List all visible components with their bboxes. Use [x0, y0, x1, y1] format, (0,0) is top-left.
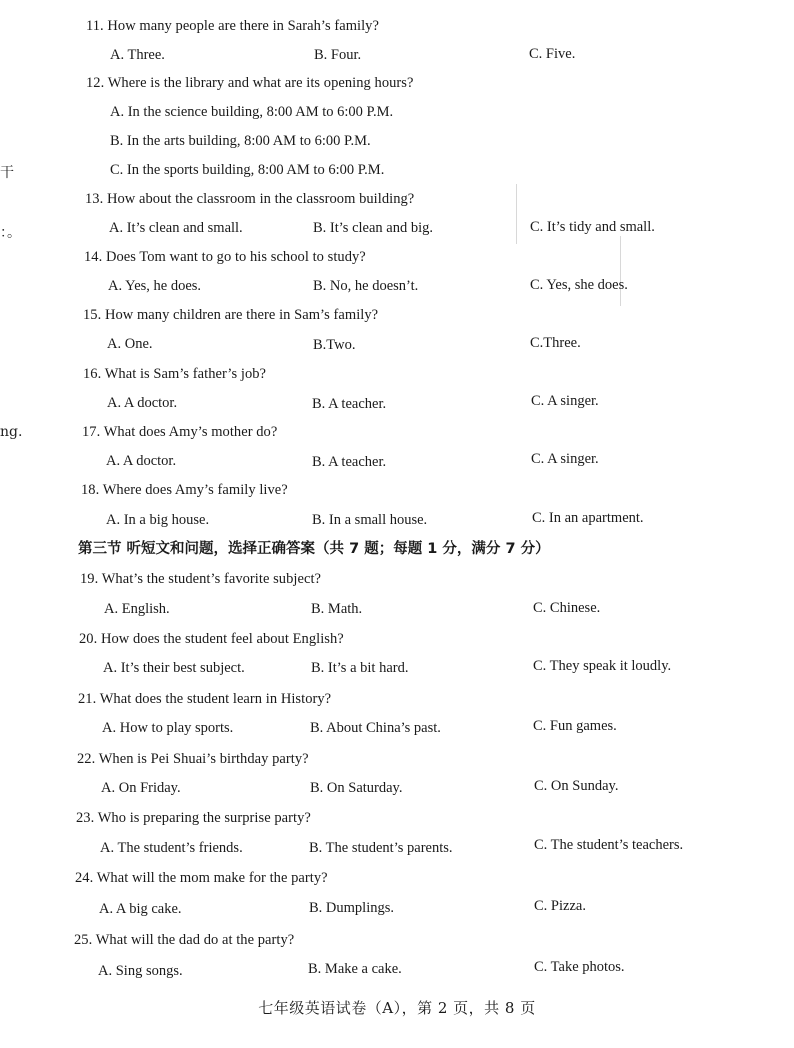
- option-14-a: A. Yes, he does.: [108, 278, 202, 294]
- option-15-c: C.Three.: [530, 335, 581, 351]
- question-25: 25. What will the dad do at the party?: [74, 932, 295, 948]
- option-12-b: B. In the arts building, 8:00 AM to 6:00 P.M.: [110, 133, 371, 149]
- question-12: 12. Where is the library and what are its opening hours?: [86, 75, 414, 91]
- option-22-a: A. On Friday.: [101, 780, 181, 796]
- option-13-b: B. It’s clean and big.: [313, 220, 434, 236]
- option-18-b: B. In a small house.: [312, 512, 428, 528]
- option-19-c: C. Chinese.: [533, 600, 601, 616]
- option-11-b: B. Four.: [314, 47, 362, 63]
- question-17: 17. What does Amy’s mother do?: [82, 424, 278, 440]
- option-20-b: B. It’s a bit hard.: [311, 660, 409, 676]
- margin-fragment: ：。: [0, 225, 21, 241]
- option-16-b: B. A teacher.: [312, 396, 387, 412]
- option-19-b: B. Math.: [311, 601, 363, 617]
- option-24-c: C. Pizza.: [534, 898, 586, 914]
- question-14: 14. Does Tom want to go to his school to study?: [84, 249, 366, 265]
- scan-artifact: [620, 236, 621, 306]
- option-23-c: C. The student’s teachers.: [534, 837, 684, 853]
- option-14-b: B. No, he doesn’t.: [313, 278, 419, 294]
- option-17-b: B. A teacher.: [312, 454, 387, 470]
- question-21: 21. What does the student learn in History?: [78, 691, 332, 707]
- option-20-c: C. They speak it loudly.: [533, 658, 672, 674]
- section-heading: 第三节 听短文和问题，选择正确答案（共 7 题；每题 1 分，满分 7 分）: [78, 541, 550, 557]
- option-16-c: C. A singer.: [531, 393, 599, 409]
- option-19-a: A. English.: [104, 601, 170, 617]
- option-16-a: A. A doctor.: [107, 395, 178, 411]
- option-14-c: C. Yes, she does.: [530, 277, 628, 293]
- option-20-a: A. It’s their best subject.: [103, 660, 245, 676]
- page-footer: 七年级英语试卷（A），第 2 页，共 8 页: [258, 999, 536, 1017]
- question-15: 15. How many children are there in Sam’s family?: [83, 307, 379, 323]
- question-18: 18. Where does Amy’s family live?: [81, 482, 288, 498]
- scan-artifact: [516, 184, 517, 244]
- question-22: 22. When is Pei Shuai’s birthday party?: [77, 751, 309, 767]
- option-18-a: A. In a big house.: [106, 512, 210, 528]
- option-17-c: C. A singer.: [531, 451, 599, 467]
- margin-fragment: ng.: [0, 424, 23, 440]
- option-15-a: A. One.: [107, 336, 153, 352]
- question-11: 11. How many people are there in Sarah’s family?: [86, 18, 379, 34]
- option-12-a: A. In the science building, 8:00 AM to 6:00 P.M.: [110, 104, 394, 120]
- option-11-c: C. Five.: [529, 46, 576, 62]
- option-22-c: C. On Sunday.: [534, 778, 619, 794]
- option-23-b: B. The student’s parents.: [309, 840, 453, 856]
- option-24-a: A. A big cake.: [99, 901, 182, 917]
- option-17-a: A. A doctor.: [106, 453, 177, 469]
- option-23-a: A. The student’s friends.: [100, 840, 243, 856]
- option-18-c: C. In an apartment.: [532, 510, 644, 526]
- option-24-b: B. Dumplings.: [309, 900, 394, 916]
- question-23: 23. Who is preparing the surprise party?: [76, 810, 311, 826]
- option-11-a: A. Three.: [110, 47, 165, 63]
- question-24: 24. What will the mom make for the party?: [75, 870, 328, 886]
- option-22-b: B. On Saturday.: [310, 780, 403, 796]
- question-20: 20. How does the student feel about English?: [79, 631, 344, 647]
- option-21-a: A. How to play sports.: [102, 720, 234, 736]
- option-25-a: A. Sing songs.: [98, 963, 183, 979]
- option-12-c: C. In the sports building, 8:00 AM to 6:00 P.M.: [110, 162, 385, 178]
- question-13: 13. How about the classroom in the classroom building?: [85, 191, 415, 207]
- option-13-c: C. It’s tidy and small.: [530, 219, 655, 235]
- option-25-c: C. Take photos.: [534, 959, 625, 975]
- question-16: 16. What is Sam’s father’s job?: [83, 366, 267, 382]
- option-13-a: A. It’s clean and small.: [109, 220, 243, 236]
- option-21-b: B. About China’s past.: [310, 720, 441, 736]
- margin-fragment: 干: [0, 165, 14, 181]
- option-21-c: C. Fun games.: [533, 718, 617, 734]
- question-19: 19. What’s the student’s favorite subject?: [80, 571, 322, 587]
- option-15-b: B.Two.: [313, 337, 356, 353]
- option-25-b: B. Make a cake.: [308, 961, 402, 977]
